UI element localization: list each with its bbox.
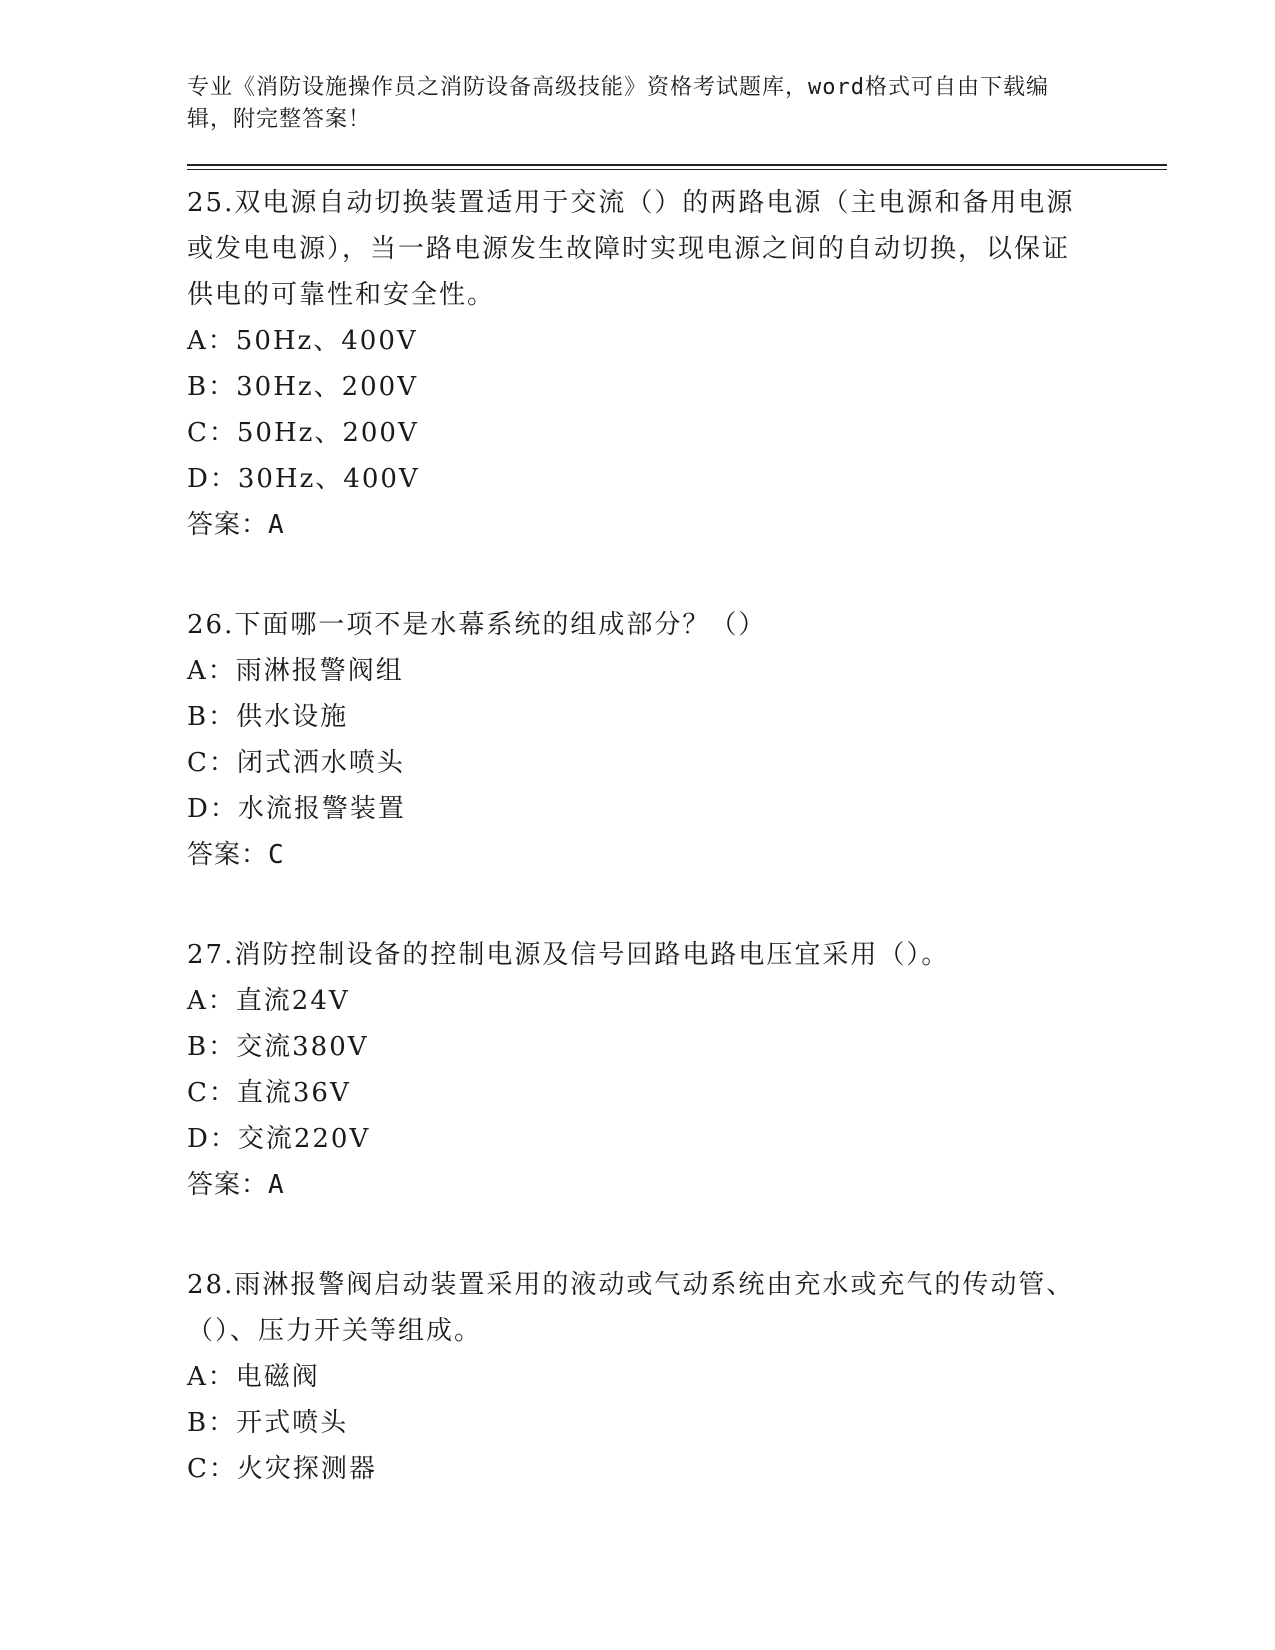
question-spacer [187,548,1167,592]
option-d: D：交流220V [187,1124,371,1154]
answer-line: 答案：C [187,840,285,870]
option-d: D：30Hz、400V [187,464,420,494]
question-text: 28.雨淋报警阀启动装置采用的液动或气动系统由充水或充气的传动管、（）、压力开关等组成。 [187,1270,1075,1346]
header-divider-thick [187,164,1167,166]
option-c: C：闭式洒水喷头 [187,748,405,778]
option-a: A：50Hz、400V [187,326,418,356]
question-spacer [187,1208,1167,1252]
option-b: B：供水设施 [187,702,349,732]
question-spacer [187,878,1167,922]
answer-line: 答案：A [187,1170,285,1200]
option-a: A：直流24V [187,986,350,1016]
question-25 [187,180,1167,548]
option-c: C：火灾探测器 [187,1454,377,1484]
question-27 [187,932,1167,1208]
header-divider-thin [187,169,1167,170]
document-header: 专业《消防设施操作员之消防设备高级技能》资格考试题库，word格式可自由下载编辑，附完整答案！ [187,75,1049,132]
question-text: 26.下面哪一项不是水幕系统的组成部分？（） [187,610,767,640]
document-page [187,72,1167,1492]
option-c: C：直流36V [187,1078,351,1108]
option-b: B：30Hz、200V [187,372,418,402]
option-b: B：开式喷头 [187,1408,349,1438]
option-c: C：50Hz、200V [187,418,419,448]
question-text: 25.双电源自动切换装置适用于交流（）的两路电源（主电源和备用电源或发电电源），当一路电源发生故障时实现电源之间的自动切换，以保证供电的可靠性和安全性。 [187,188,1075,310]
option-b: B：交流380V [187,1032,369,1062]
question-text: 27.消防控制设备的控制电源及信号回路电路电压宜采用（）。 [187,940,950,970]
question-26 [187,602,1167,878]
option-a: A：电磁阀 [187,1362,320,1392]
answer-line: 答案：A [187,510,285,540]
option-d: D：水流报警装置 [187,794,406,824]
option-a: A：雨淋报警阀组 [187,656,404,686]
question-28 [187,1262,1167,1492]
